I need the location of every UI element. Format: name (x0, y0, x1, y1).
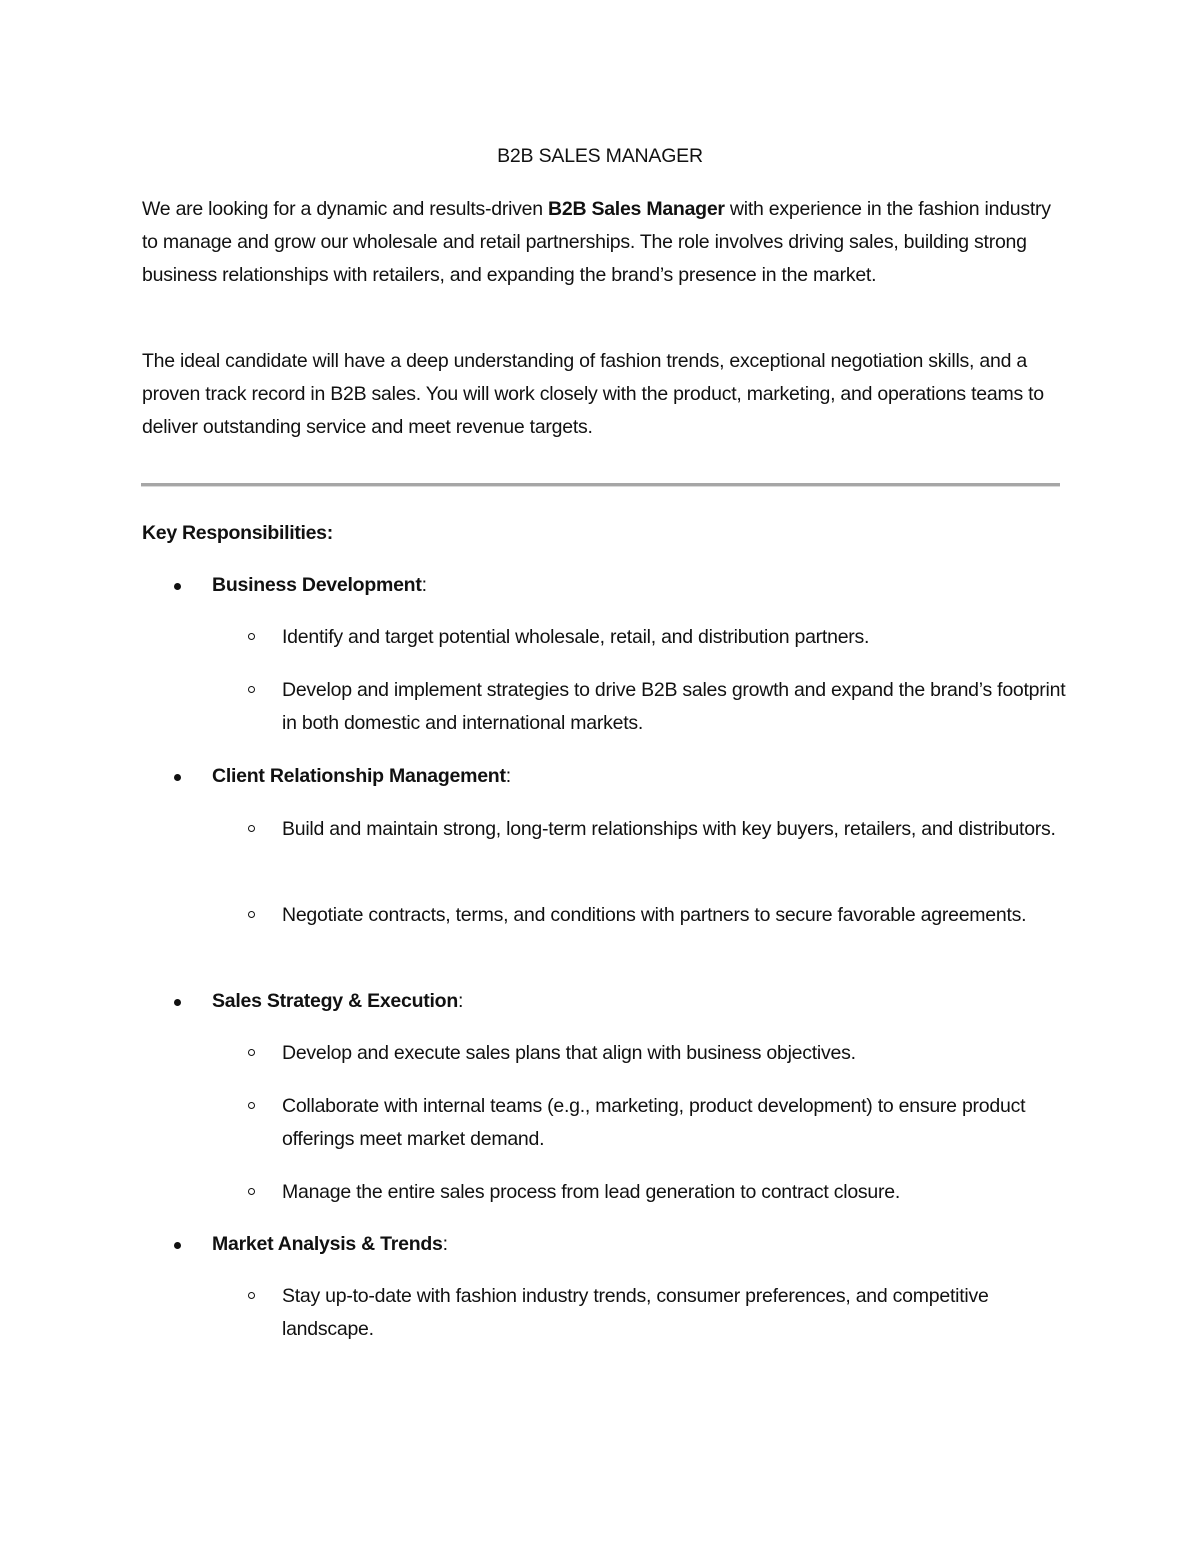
section-sales-strategy-execution (212, 985, 463, 1018)
section-colon: : (505, 765, 511, 787)
list-item: Develop and implement strategies to drive B2B sales growth and expand the brand’s footprint in both domestic and international markets. (282, 679, 1066, 734)
section-business-development (212, 569, 427, 602)
bullet-icon (174, 774, 181, 781)
document-title: B2B SALES MANAGER (497, 145, 703, 167)
intro-role-name: B2B Sales Manager (548, 198, 725, 220)
bullet-icon (174, 999, 181, 1006)
section-label: Client Relationship Management (212, 765, 506, 787)
sub-bullet-icon (248, 1188, 255, 1195)
list-item: Build and maintain strong, long-term relationships with key buyers, retailers, and distributors. (282, 818, 1056, 840)
sub-bullet-icon (248, 1292, 255, 1299)
sub-bullet-icon (248, 825, 255, 832)
section-client-relationship-management (212, 760, 511, 793)
list-item: Identify and target potential wholesale, retail, and distribution partners. (282, 626, 870, 648)
horizontal-divider (141, 483, 1060, 486)
section-colon: : (421, 574, 427, 596)
sub-bullet-icon (248, 633, 255, 640)
list-item: Negotiate contracts, terms, and conditions with partners to secure favorable agreements. (282, 904, 1027, 926)
bullet-icon (174, 583, 181, 590)
list-item: Stay up-to-date with fashion industry trends, consumer preferences, and competitive landscape. (282, 1285, 989, 1340)
intro-text-rest: with experience in the fashion industry to manage and grow our wholesale and retail partnerships. The role involves driving sales, building strong business relationships with retailers, and expanding the brand’s presence in the market. (142, 198, 1051, 286)
sub-bullet-icon (248, 911, 255, 918)
section-label: Business Development (212, 574, 422, 596)
section-colon: : (442, 1233, 448, 1255)
list-item: Develop and execute sales plans that align with business objectives. (282, 1042, 856, 1064)
sub-bullet-icon (248, 686, 255, 693)
bullet-icon (174, 1242, 181, 1249)
list-item: Manage the entire sales process from lead generation to contract closure. (282, 1181, 901, 1203)
section-label: Sales Strategy & Execution (212, 990, 459, 1012)
section-market-analysis-trends (212, 1228, 448, 1261)
responsibilities-heading: Key Responsibilities: (142, 522, 333, 544)
section-label: Market Analysis & Trends (212, 1233, 443, 1255)
sub-bullet-icon (248, 1102, 255, 1109)
intro-paragraph-1 (142, 193, 1062, 292)
list-item: Collaborate with internal teams (e.g., marketing, product development) to ensure product offerings meet market demand. (282, 1095, 1026, 1150)
intro-text-lead: We are looking for a dynamic and results-driven (142, 198, 549, 220)
sub-bullet-icon (248, 1049, 255, 1056)
section-colon: : (458, 990, 464, 1012)
intro-paragraph-2: The ideal candidate will have a deep understanding of fashion trends, exceptional negotiation skills, and a proven track record in B2B sales. You will work closely with the product, marketing, and operations teams to deliver outstanding service and meet revenue targets. (142, 350, 1044, 438)
